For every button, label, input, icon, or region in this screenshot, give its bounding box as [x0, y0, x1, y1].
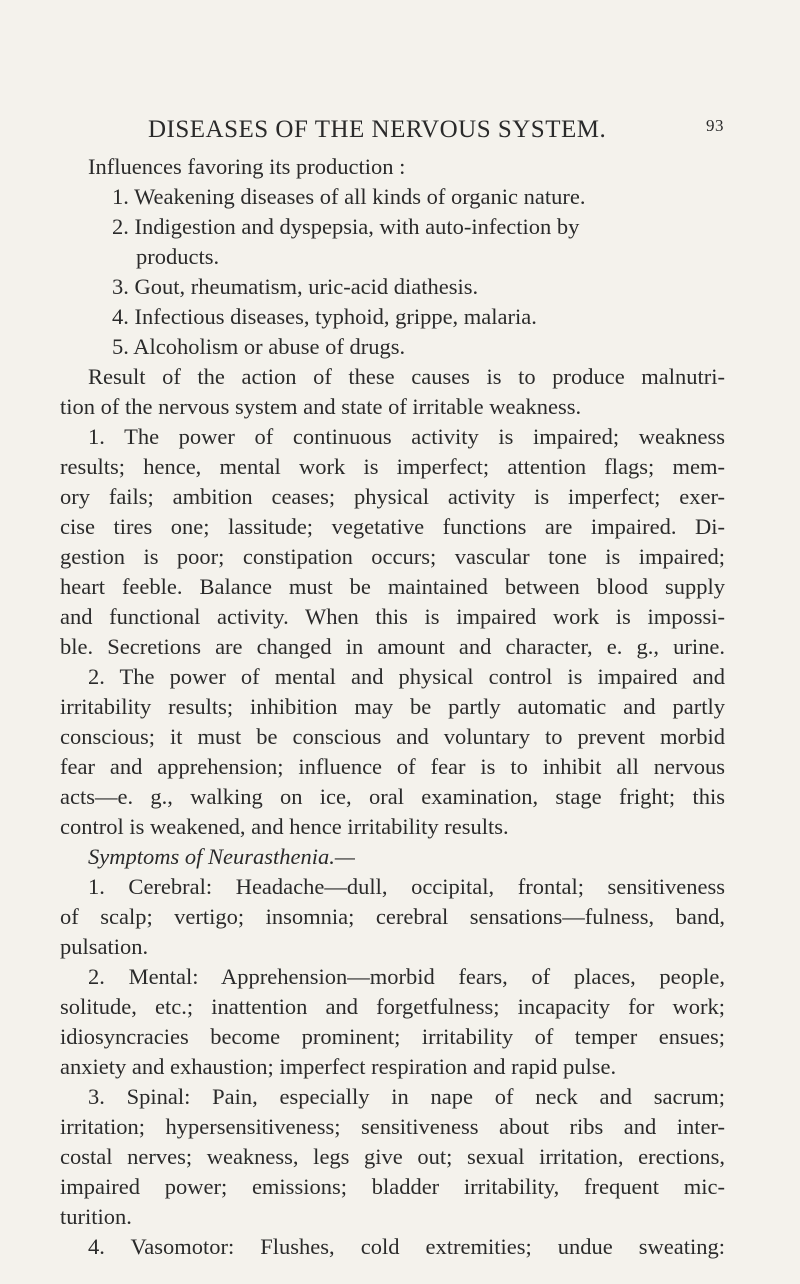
text-line: fear and apprehension; influence of fear is to inhibit all nervous [60, 754, 725, 779]
text-line: idiosyncracies become prominent; irritability of temper ensues; [60, 1024, 725, 1049]
section-heading: Symptoms of Neurasthenia.— [88, 844, 355, 869]
text-line: impaired power; emissions; bladder irritability, frequent mic- [60, 1174, 725, 1199]
text-line: 1. Cerebral: Headache—dull, occipital, frontal; sensitiveness [88, 874, 725, 899]
text-line: and functional activity. When this is impaired work is impossi- [60, 604, 725, 629]
text-line: acts—e. g., walking on ice, oral examination, stage fright; this [60, 784, 725, 809]
text-line: results; hence, mental work is imperfect; attention flags; mem- [60, 454, 725, 479]
text-line: anxiety and exhaustion; imperfect respiration and rapid pulse. [60, 1054, 617, 1079]
page-number: 93 [706, 116, 724, 135]
text-line: gestion is poor; constipation occurs; vascular tone is impaired; [60, 544, 725, 569]
text-line: 2. Mental: Apprehension—morbid fears, of places, people, [88, 964, 725, 989]
text-line: costal nerves; weakness, legs give out; sexual irritation, erections, [60, 1144, 725, 1169]
text-line: ble. Secretions are changed in amount and character, e. g., urine. [60, 634, 725, 659]
text-line: 2. The power of mental and physical control is impaired and [88, 664, 725, 689]
text-line: of scalp; vertigo; insomnia; cerebral sensations—fulness, band, [60, 904, 725, 929]
running-title: DISEASES OF THE NERVOUS SYSTEM. [148, 116, 607, 143]
text-line: Influences favoring its production : [88, 154, 406, 179]
text-line: pulsation. [60, 934, 149, 959]
text-line: heart feeble. Balance must be maintained between blood supply [60, 574, 725, 599]
text-line: products. [136, 244, 220, 269]
text-line: 2. Indigestion and dyspepsia, with auto-infection by [112, 214, 580, 239]
text-line: 4. Infectious diseases, typhoid, grippe, malaria. [112, 304, 537, 329]
text-line: irritability results; inhibition may be partly automatic and partly [60, 694, 725, 719]
text-line: conscious; it must be conscious and voluntary to prevent morbid [60, 724, 725, 749]
text-line: 3. Spinal: Pain, especially in nape of neck and sacrum; [88, 1084, 725, 1109]
text-line: tion of the nervous system and state of irritable weakness. [60, 394, 582, 419]
text-line: 3. Gout, rheumatism, uric-acid diathesis. [112, 274, 479, 299]
text-line: 4. Vasomotor: Flushes, cold extremities; undue sweating: [88, 1234, 725, 1259]
text-line: turition. [60, 1204, 132, 1229]
text-line: ory fails; ambition ceases; physical activity is imperfect; exer- [60, 484, 725, 509]
text-line: 1. Weakening diseases of all kinds of organic nature. [112, 184, 586, 209]
running-head [88, 116, 724, 150]
text-line: Result of the action of these causes is to produce malnutri- [88, 364, 725, 389]
text-line: solitude, etc.; inattention and forgetfulness; incapacity for work; [60, 994, 725, 1019]
text-line: irritation; hypersensitiveness; sensitiveness about ribs and inter- [60, 1114, 725, 1139]
text-line: 5. Alcoholism or abuse of drugs. [112, 334, 406, 359]
text-line: control is weakened, and hence irritability results. [60, 814, 509, 839]
text-line: 1. The power of continuous activity is impaired; weakness [88, 424, 725, 449]
text-line: cise tires one; lassitude; vegetative functions are impaired. Di- [60, 514, 725, 539]
